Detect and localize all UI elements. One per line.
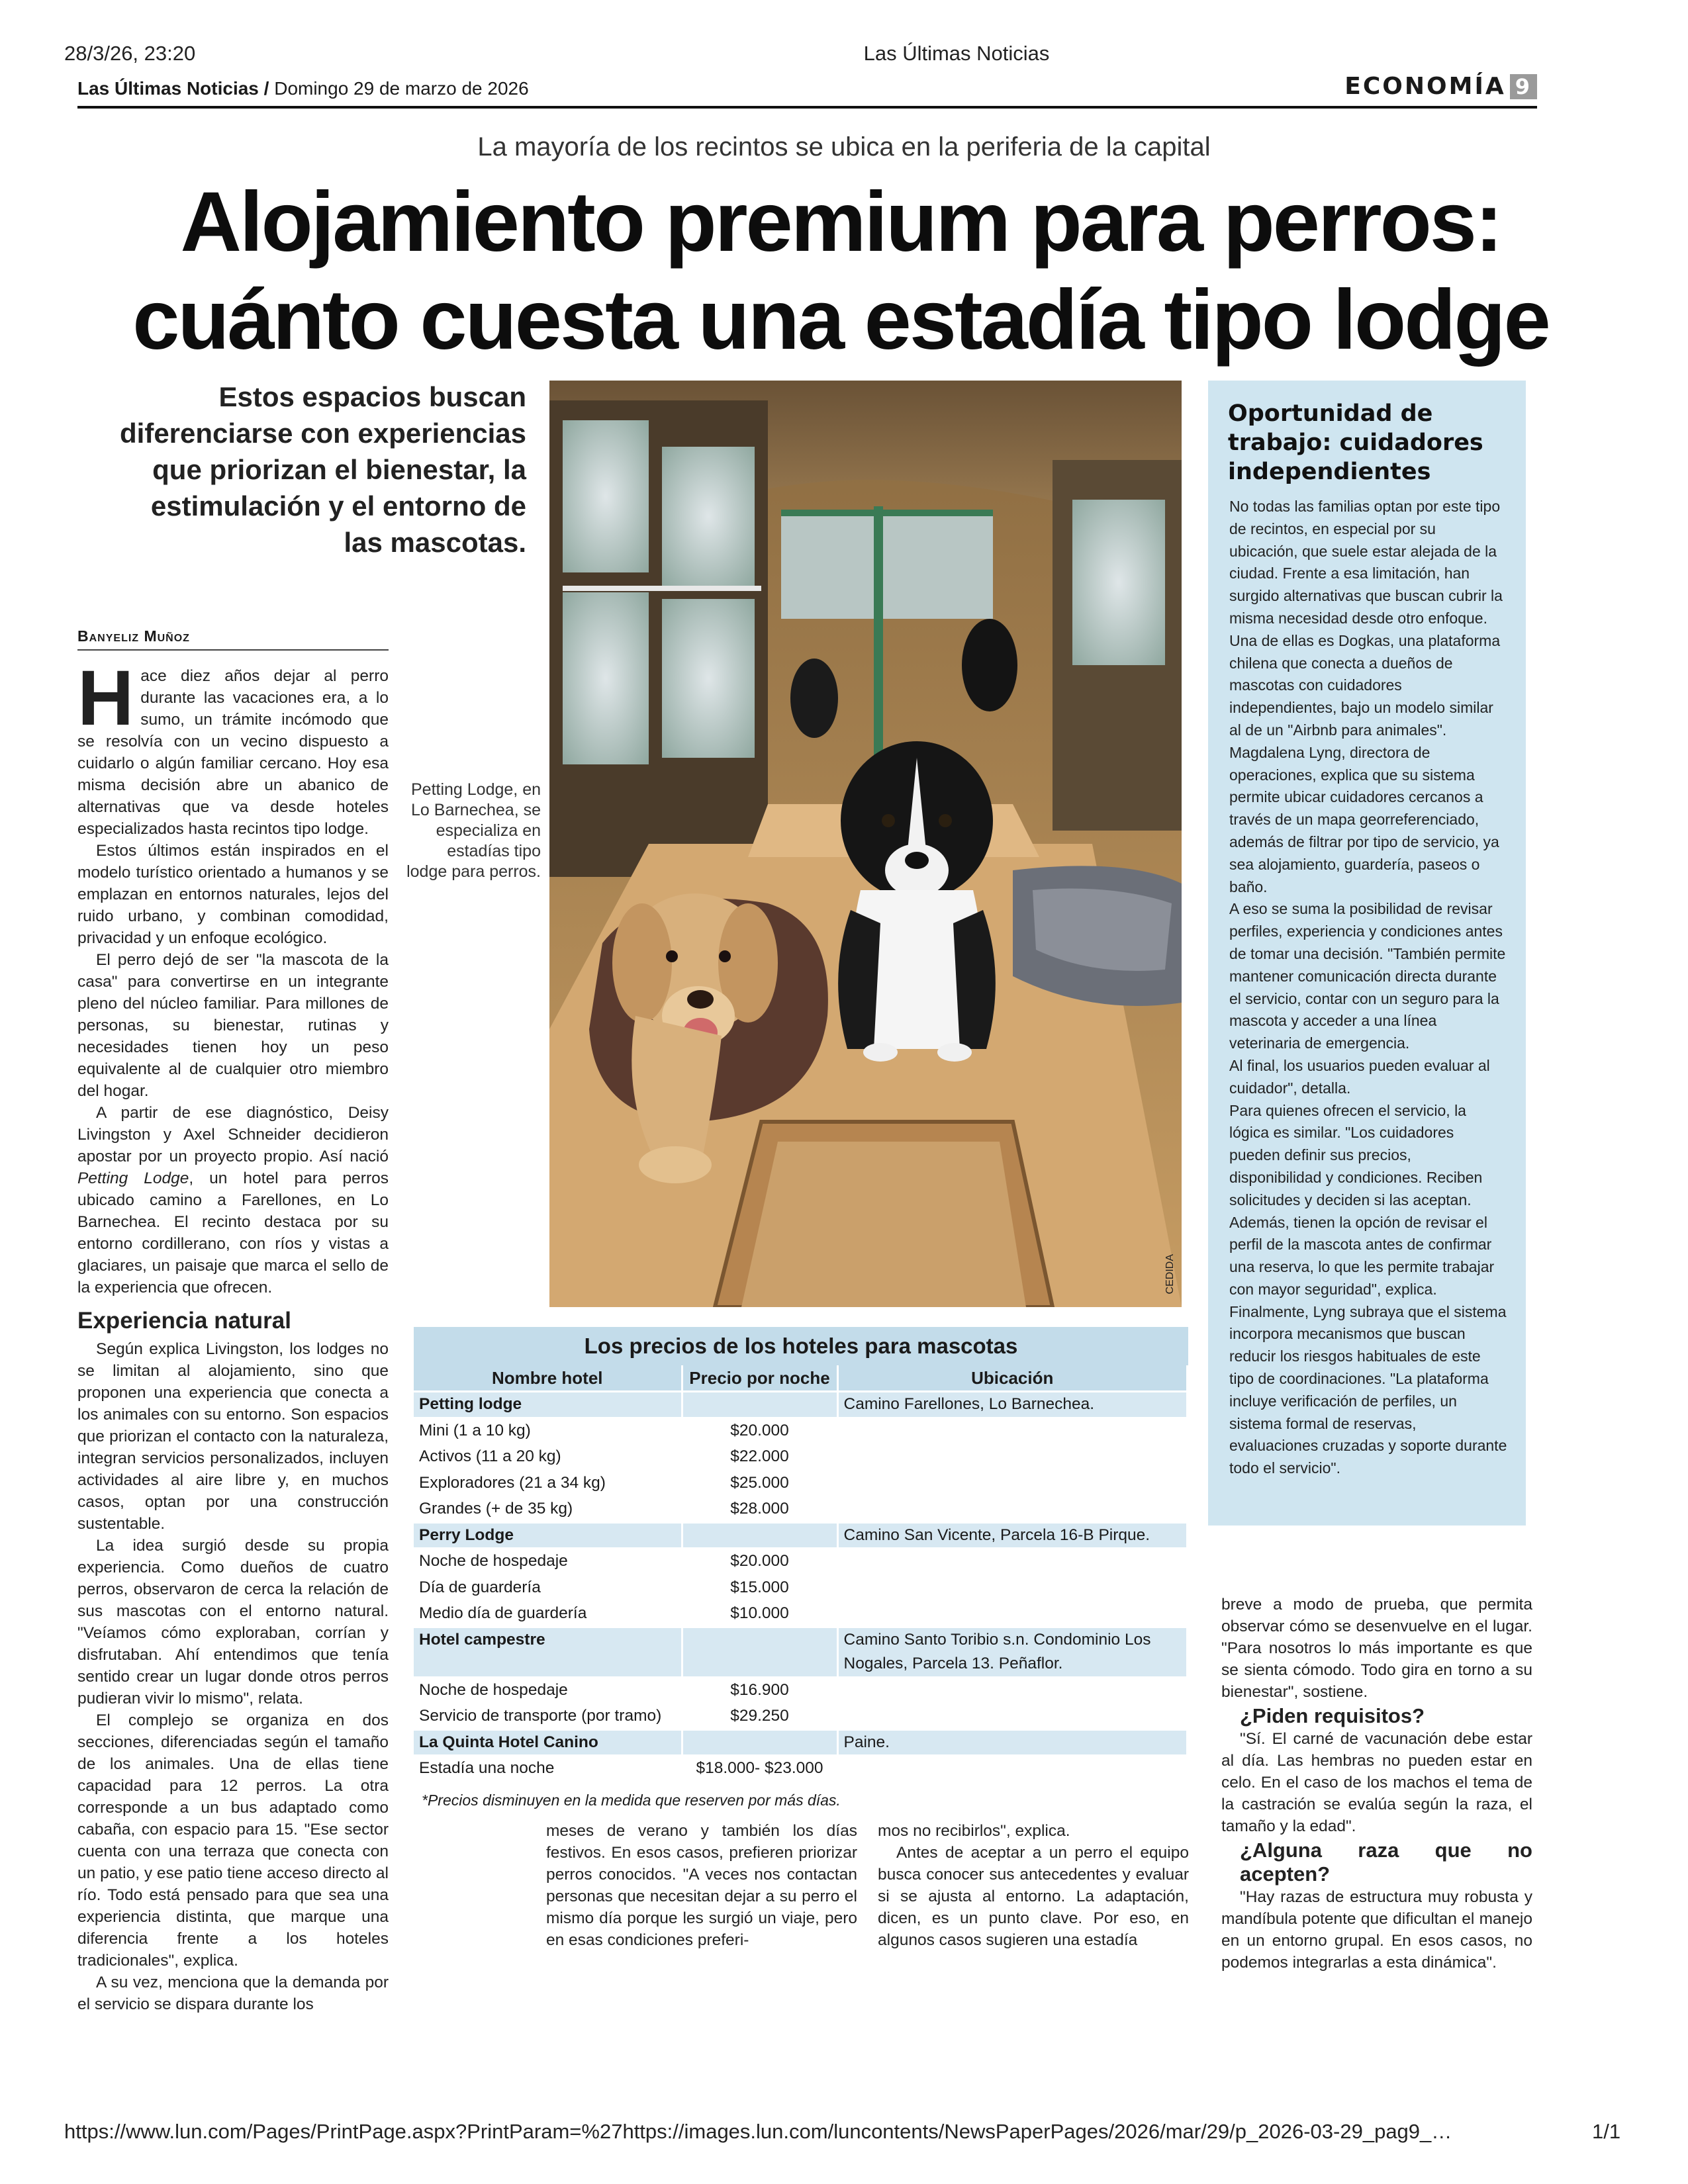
table-row [414, 1522, 1188, 1549]
table-row [414, 1729, 1188, 1756]
column-4-paragraph-1: breve a modo de prueba, que permita observar cómo se desenvuelve en el lugar. "Para nosotros lo más importante es que se sienta cómodo. Todo gira en torno a su bienestar", sostiene. [1221, 1596, 1532, 1701]
table-header-row [414, 1365, 1188, 1392]
cell-location: Camino San Vicente, Parcela 16-B Pirque. [837, 1522, 1188, 1549]
cell-location: Camino Santo Toribio s.n. Condominio Los Nogales, Parcela 13. Peñaflor. [837, 1627, 1188, 1677]
table-row [414, 1496, 1188, 1523]
page-number: 9 [1510, 74, 1537, 99]
paragraph-6: La idea surgió desde su propia experiencia. Como dueños de cuatro perros, observaron de cerca la relación de sus mascotas con el entorno natural. "Veíamos cómo exploraban, corrían y disfrutaban. Ahí entendimos que tenía sentido crear un lugar donde otros perros pudieran vivir lo mismo", relata. [77, 1537, 389, 1707]
paragraph-3: El perro dejó de ser "la mascota de la casa" para convertirse en un integrante pleno del núcleo familiar. Para millones de personas, su bienestar, rutinas y necesidades tienen hoy un peso equivalente al de cualquier otro miembro del hogar. [77, 951, 389, 1100]
print-url: https://www.lun.com/Pages/PrintPage.aspx?PrintParam=%27https://images.lun.com/luncontents/NewsPaperPages/2026/mar/29/p_2026-03-29_pag9_… [64, 2120, 1452, 2143]
cell-name: Mini (1 a 10 kg) [414, 1418, 682, 1444]
cell-name: Noche de hospedaje [414, 1549, 682, 1575]
table-row [414, 1704, 1188, 1730]
cell-name: Grandes (+ de 35 kg) [414, 1496, 682, 1523]
sidebar-box [1208, 381, 1526, 1525]
cell-name: Servicio de transporte (por tramo) [414, 1704, 682, 1730]
cell-location [837, 1574, 1188, 1601]
cell-name: Perry Lodge [414, 1522, 682, 1549]
newspaper-date: Domingo 29 de marzo de 2026 [274, 78, 529, 99]
table-row [414, 1392, 1188, 1418]
photo-credit: CEDIDA [1164, 1253, 1176, 1294]
newspaper-name: Las Últimas Noticias [77, 78, 259, 99]
cell-name: Petting lodge [414, 1392, 682, 1418]
byline: Banyeliz Muñoz [77, 627, 389, 651]
cell-price: $22.000 [682, 1444, 837, 1471]
column-3-paragraph-1: mos no recibirlos", explica. [878, 1822, 1070, 1840]
article-column-1 [77, 655, 389, 2015]
cell-price: $16.900 [682, 1677, 837, 1704]
article-column-3 [878, 1820, 1189, 1951]
answer-raza: "Hay razas de estructura muy robusta y mandíbula potente que dificultan el manejo en un entorno grupal. En esos casos, no podemos integrarlas a esta dinámica". [1221, 1888, 1532, 1972]
header-location: Ubicación [837, 1365, 1188, 1392]
cell-location [837, 1756, 1188, 1781]
article-lead: Estos espacios buscan diferenciarse con experiencias que priorizan el bienestar, la estimulación y el entorno de las mascotas. [120, 381, 526, 558]
sidebar-body [1229, 496, 1507, 1480]
print-page-count: 1/1 [1592, 2120, 1621, 2143]
table-row [414, 1470, 1188, 1496]
cell-name: Día de guardería [414, 1574, 682, 1601]
newspaper-header [77, 73, 1537, 109]
paragraph-4: A partir de ese diagnóstico, Deisy Livingston y Axel Schneider decidieron apostar por un proyecto propio. Así nació Petting Lodge, un hotel para perros ubicado camino a Farellones, en Lo Barnechea. El recinto destaca por su entorno cordillerano, con ríos y vistas a glaciares, un paisaje que marca el sello de la experiencia que ofrecen. [77, 1104, 389, 1297]
sidebar-paragraph-2: Magdalena Lyng, directora de operaciones, explica que su sistema permite ubicar cuidadores cercanos a través de un mapa georreferenciado, además de filtrar por tipo de servicio, ya sea alojamiento, guardería, paseos o baño. [1229, 743, 1499, 895]
cell-location: Paine. [837, 1729, 1188, 1756]
article-column-2 [546, 1820, 857, 1951]
cell-price: $20.000 [682, 1418, 837, 1444]
cell-price: $28.000 [682, 1496, 837, 1523]
table-row [414, 1756, 1188, 1781]
sidebar-paragraph-3: A eso se suma la posibilidad de revisar perfiles, experiencia y condiciones antes de tomar una decisión. "También permite mantener comunicación directa durante el servicio, contar con un seguro para la mascota y acceder a una línea veterinaria de emergencia. [1229, 900, 1506, 1052]
question-raza: ¿Alguna raza que no acepten? [1240, 1839, 1532, 1886]
price-table-title: Los precios de los hoteles para mascotas [414, 1327, 1188, 1365]
cell-price [682, 1627, 837, 1677]
petting-lodge-emphasis: Petting Lodge [77, 1169, 189, 1187]
sidebar-paragraph-1: No todas las familias optan por este tipo de recintos, en especial por su ubicación, que suele estar alejada de la ciudad. Frente a esa limitación, han surgido alternativas que buscan cubrir la misma necesidad desde otro enfoque. Una de ellas es Dogkas, una plataforma chilena que conecta a dueños de mascotas con cuidadores independientes, bajo un modelo similar al de un "Airbnb para animales". [1229, 498, 1503, 739]
cell-name: Estadía una noche [414, 1756, 682, 1781]
cell-name: La Quinta Hotel Canino [414, 1729, 682, 1756]
price-table [414, 1365, 1188, 1781]
cell-price: $29.250 [682, 1704, 837, 1730]
cell-location [837, 1704, 1188, 1730]
article-photo [549, 381, 1182, 1307]
cell-location [837, 1470, 1188, 1496]
table-row [414, 1677, 1188, 1704]
cell-name: Medio día de guardería [414, 1601, 682, 1627]
table-row [414, 1601, 1188, 1627]
table-row [414, 1627, 1188, 1677]
table-row [414, 1418, 1188, 1444]
cell-price: $20.000 [682, 1549, 837, 1575]
cell-location [837, 1549, 1188, 1575]
table-row [414, 1444, 1188, 1471]
answer-requisitos: "Sí. El carné de vacunación debe estar al día. Las hembras no pueden estar en celo. En el caso de los machos el tema de la castración se evalúa según la raza, el tamaño y la edad". [1221, 1730, 1532, 1835]
header-hotel-name: Nombre hotel [414, 1365, 682, 1392]
photo-caption: Petting Lodge, en Lo Barnechea, se especializa en estadías tipo lodge para perros. [406, 780, 541, 881]
paragraph-1: Hace diez años dejar al perro durante las vacaciones era, a lo sumo, un trámite incómodo que se resolvía con un vecino dispuesto a cuidarlo o algún familiar cercano. Hoy esa misma decisión abre un abanico de alternativas que va desde hoteles especializados hasta recintos tipo lodge. [77, 655, 389, 838]
price-table-box [414, 1327, 1188, 1809]
cell-price [682, 1522, 837, 1549]
table-row [414, 1574, 1188, 1601]
cell-name: Noche de hospedaje [414, 1677, 682, 1704]
header-price: Precio por noche [682, 1365, 837, 1392]
sidebar-paragraph-5: Para quienes ofrecen el servicio, la lógica es similar. "Los cuidadores pueden definir sus precios, disponibilidad y condiciones. Reciben solicitudes y deciden si las aceptan. Además, tienen la opción de revisar el perfil de la mascota antes de confirmar una reserva, lo que les permite trabajar con mayor seguridad", explica. [1229, 1101, 1495, 1298]
cell-name: Activos (11 a 20 kg) [414, 1444, 682, 1471]
cell-price [682, 1729, 837, 1756]
paragraph-7: El complejo se organiza en dos secciones, diferenciadas según el tamaño de los animales. Una de ellas tiene capacidad para 12 perros. La otra corresponde a un bus adaptado como cabaña, con espacio para 15. "Ese sector cuenta con una terraza que conecta con un patio, y ese patio tiene acceso directo al río. Todo está pensado para que sea una experiencia distinta, que marque una diferencia frente a los hoteles tradicionales", explica. [77, 1711, 389, 1970]
paragraph-2: Estos últimos están inspirados en el modelo turístico orientado a humanos y se emplazan en entornos naturales, lejos del ruido urbano, y combinan comodidad, privacidad y un enfoque ecológico. [77, 842, 389, 947]
section-name: ECONOMÍA [1344, 73, 1506, 100]
article-kicker: La mayoría de los recintos se ubica en la periferia de la capital [477, 132, 1211, 161]
cell-location [837, 1496, 1188, 1523]
question-requisitos: ¿Piden requisitos? [1240, 1704, 1425, 1727]
sidebar-paragraph-6: Finalmente, Lyng subraya que el sistema incorpora mecanismos que buscan reducir los riesgos habituales de este tipo de coordinaciones. "La plataforma incluye verificación de perfiles, un sistema formal de reservas, evaluaciones cruzadas y soporte durante todo el servicio". [1229, 1302, 1507, 1477]
column-3-paragraph-2: Antes de aceptar a un perro el equipo busca conocer sus antecedentes y evaluar si se ajusta al entorno. La adaptación, dicen, es un punto clave. Por eso, en algunos casos sugieren una estadía [878, 1844, 1189, 1949]
section-label [1344, 73, 1537, 100]
paragraph-5: Según explica Livingston, los lodges no se limitan al alojamiento, sino que proponen una experiencia que conecta a los animales con su entorno. Son espacios que priorizan el contacto con la naturaleza, integran servicios personalizados, incluyen actividades al aire libre y, en muchos casos, optan por una construcción sustentable. [77, 1340, 389, 1533]
cell-location [837, 1601, 1188, 1627]
cell-price: $15.000 [682, 1574, 837, 1601]
cell-location [837, 1677, 1188, 1704]
paragraph-8: A su vez, menciona que la demanda por el servicio se dispara durante los [77, 1974, 389, 2013]
table-row [414, 1549, 1188, 1575]
sidebar-title: Oportunidad de trabajo: cuidadores independientes [1228, 400, 1483, 485]
dogs-in-bus-illustration [549, 381, 1182, 1307]
cell-price [682, 1392, 837, 1418]
cell-location [837, 1444, 1188, 1471]
cell-price: $25.000 [682, 1470, 837, 1496]
price-table-footnote: *Precios disminuyen en la medida que reserven por más días. [422, 1791, 841, 1809]
cell-price: $18.000- $23.000 [682, 1756, 837, 1781]
cell-name: Hotel campestre [414, 1627, 682, 1677]
subhead-experiencia: Experiencia natural [77, 1308, 291, 1334]
print-datetime: 28/3/26, 23:20 [64, 42, 196, 65]
print-site-title: Las Últimas Noticias [863, 42, 1050, 65]
column-2-text: meses de verano y también los días festivos. En esos casos, prefieren priorizar perros conocidos. "A veces nos contactan personas que necesitan dejar a su perro el mismo día porque les surgió un viaje, pero en esas condiciones preferi- [546, 1822, 857, 1949]
article-column-4 [1221, 1594, 1532, 1974]
headline-line-1: Alojamiento premium para perros: [180, 175, 1501, 269]
sidebar-paragraph-4: Al final, los usuarios pueden evaluar al cuidador", detalla. [1229, 1056, 1490, 1097]
cell-location: Camino Farellones, Lo Barnechea. [837, 1392, 1188, 1418]
newspaper-masthead: Las Últimas Noticias / Domingo 29 de marzo de 2026 [77, 78, 529, 99]
cell-name: Exploradores (21 a 34 kg) [414, 1470, 682, 1496]
cell-location [837, 1418, 1188, 1444]
cell-price: $10.000 [682, 1601, 837, 1627]
drop-cap: H [77, 655, 134, 742]
headline-line-2: cuánto cuesta una estadía tipo lodge [132, 273, 1549, 367]
